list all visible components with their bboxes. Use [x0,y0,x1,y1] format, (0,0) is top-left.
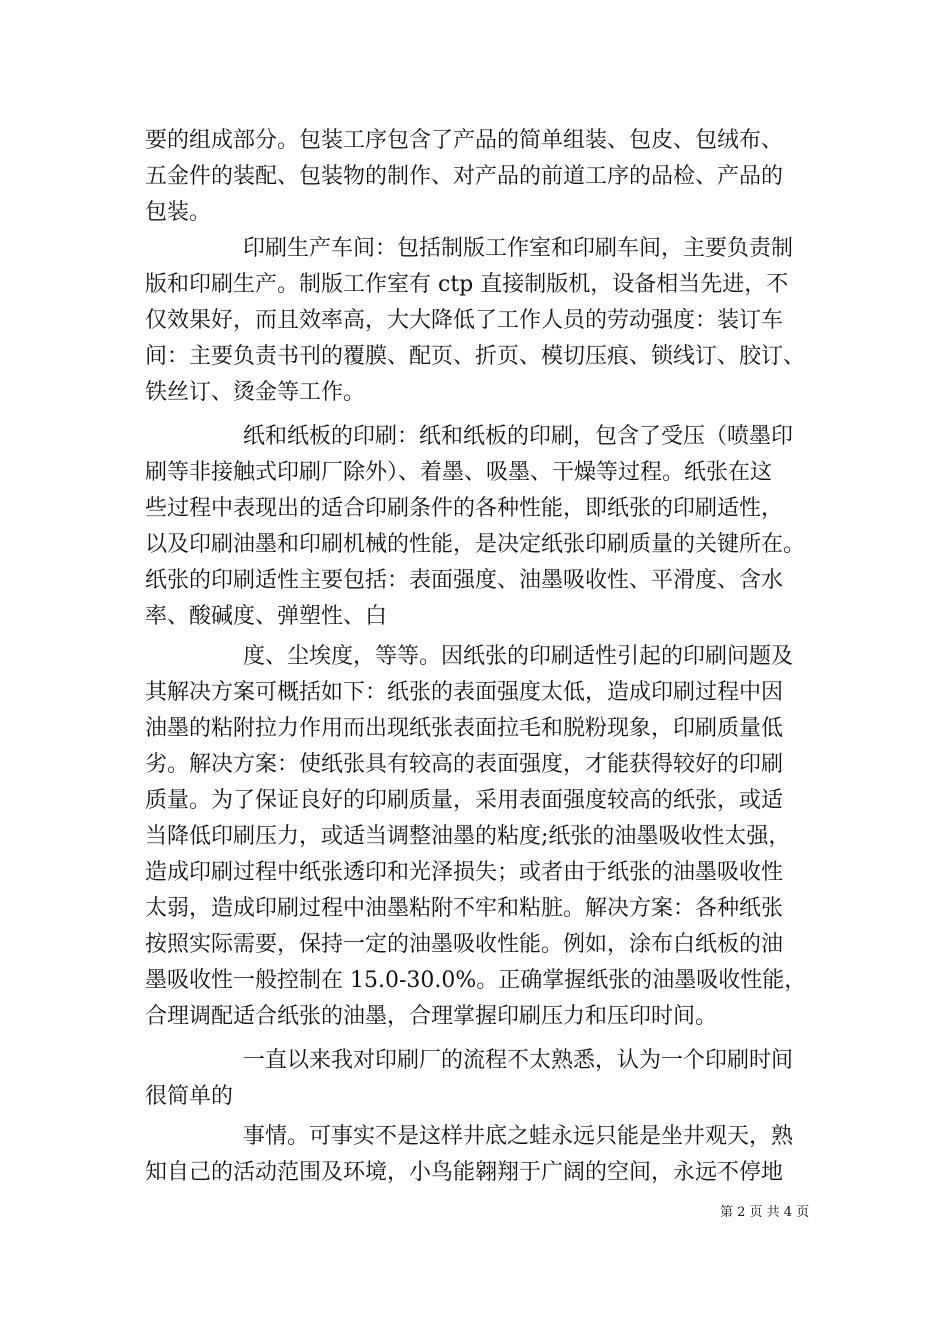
paragraph-start-line: 纸和纸板的印刷：纸和纸板的印刷，包含了受压（喷墨印 [243,424,794,449]
text-line: 油墨的粘附拉力作用而出现纸张表面拉毛和脱粉现象，印刷质量低 [145,716,784,741]
text-line: 很简单的 [145,1084,234,1109]
text-line: 包装。 [145,200,212,225]
text-line: 造成印刷过程中纸张透印和光泽损失；或者由于纸张的油墨吸收性 [145,860,784,885]
text-line: 些过程中表现出的适合印刷条件的各种性能，即纸张的印刷适性， [145,496,784,521]
text-line: 太弱，造成印刷过程中油墨粘附不牢和粘脏。解决方案：各种纸张 [145,896,784,921]
text-line: 铁丝订、烫金等工作。 [145,380,366,405]
paragraph-start-line: 印刷生产车间：包括制版工作室和印刷车间，主要负责制 [243,236,794,261]
text-line: 刷等非接触式印刷厂除外）、着墨、吸墨、干燥等过程。纸张在这 [145,460,773,485]
text-line: 质量。为了保证良好的印刷质量，采用表面强度较高的纸张，或适 [145,788,784,813]
paragraph-start-line: 一直以来我对印刷厂的流程不太熟悉，认为一个印刷时间 [243,1048,794,1073]
text-line: 纸张的印刷适性主要包括：表面强度、油墨吸收性、平滑度、含水 [145,568,784,593]
text-line: 五金件的装配、包装物的制作、对产品的前道工序的品检、产品的 [145,164,784,189]
paragraph-start-line: 事情。可事实不是这样井底之蛙永远只能是坐井观天，熟 [243,1124,794,1149]
text-line: 合理调配适合纸张的油墨，合理掌握印刷压力和压印时间。 [145,1004,718,1029]
text-line: 劣。解决方案：使纸张具有较高的表面强度，才能获得较好的印刷 [145,752,784,777]
text-line: 当降低印刷压力，或适当调整油墨的粘度;纸张的油墨吸收性太强， [145,824,791,849]
text-line: 率、酸碱度、弹塑性、白 [145,604,388,629]
text-line: 知自己的活动范围及环境，小鸟能翱翔于广阔的空间，永远不停地 [145,1160,784,1185]
page-number-footer: 第 2 页 共 4 页 [720,1205,810,1220]
text-line: 版和印刷生产。制版工作室有 ctp 直接制版机，设备相当先进，不 [145,272,789,297]
text-line: 以及印刷油墨和印刷机械的性能，是决定纸张印刷质量的关键所在。 [145,532,806,557]
text-line: 墨吸收性一般控制在 15.0-30.0%。正确掌握纸张的油墨吸收性能， [145,968,807,993]
text-line: 其解决方案可概括如下：纸张的表面强度太低，造成印刷过程中因 [145,680,784,705]
paragraph-start-line: 度、尘埃度，等等。因纸张的印刷适性引起的印刷问题及 [243,644,794,669]
text-line: 间：主要负责书刊的覆膜、配页、折页、模切压痕、锁线订、胶订、 [145,344,806,369]
text-line: 要的组成部分。包装工序包含了产品的简单组装、包皮、包绒布、 [145,128,784,153]
text-line: 按照实际需要，保持一定的油墨吸收性能。例如，涂布白纸板的油 [145,932,784,957]
text-line: 仅效果好，而且效率高，大大降低了工作人员的劳动强度：装订车 [145,308,784,333]
